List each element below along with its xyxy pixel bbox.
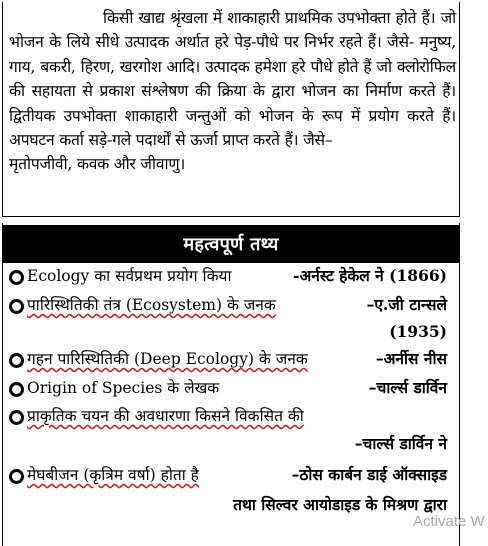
fact-question: गहन पारिस्थितिकी (Deep Ecology) के जनक bbox=[27, 350, 308, 368]
fact-item-4 bbox=[9, 377, 451, 399]
para-line-4: उत्पादक हमेशा हरे पौधे होते हैं जो क्लोरोफिल की सहायता से bbox=[9, 57, 456, 101]
para-line-7: हैं। अपघटन कर्ता सड़े-गले पदार्थों से ऊर्जा प्राप्त करते हैं। जैसे– bbox=[9, 106, 456, 150]
fact-item-3 bbox=[9, 348, 451, 370]
activate-windows-watermark: Activate W bbox=[413, 513, 485, 530]
bullet-icon bbox=[9, 410, 24, 425]
para-line-1: किसी खाद्य श्रृंखला में शाकाहारी प्राथमिक उपभोक्ता bbox=[103, 9, 391, 27]
intro-paragraph bbox=[9, 6, 456, 177]
fact-item-5 bbox=[9, 405, 451, 453]
fact-question: पारिस्थितिकी तंत्र (Ecosystem) के जनक bbox=[27, 296, 276, 314]
fact-answer: –ए.जी टान्सले bbox=[366, 295, 447, 314]
fact-question: Ecology का सर्वप्रथम प्रयोग किया bbox=[27, 267, 232, 285]
fact-answer-year: (1935) bbox=[389, 322, 447, 341]
fact-question: Origin of Species के लेखक bbox=[27, 379, 220, 397]
intro-paragraph-box bbox=[2, 2, 460, 217]
para-line-8: मृतोपजीवी, कवक और जीवाणु। bbox=[9, 155, 186, 174]
fact-item-2 bbox=[9, 294, 451, 342]
fact-question: प्राकृतिक चयन की अवधारणा किसने विकसित की bbox=[27, 407, 304, 425]
facts-title: महत्वपूर्ण तथ्य bbox=[183, 234, 279, 255]
fact-item-6 bbox=[9, 464, 451, 514]
fact-item-1 bbox=[9, 265, 451, 287]
fact-answer: –ठोस कार्बन डाई ऑक्साइड bbox=[291, 465, 447, 484]
bullet-icon bbox=[9, 469, 24, 484]
fact-answer: –चार्ल्स डार्विन ने bbox=[354, 434, 447, 453]
para-line-6: द्वितीयक उपभोक्ता शाकाहारी जन्तुओं को भोजन के रूप में प्रयोग करते bbox=[9, 106, 434, 125]
fact-answer: –अर्नीस नीस bbox=[375, 349, 447, 368]
para-line-3: निर्भर रहते हैं। जैसे- मनुष्य, गाय, बकरी, हिरण, खरगोश आदि। bbox=[9, 33, 456, 76]
para-line-2: होते हैं। जो भोजन के लिये सीधे उत्पादक अर्थात हरे पेड़-पौधे पर bbox=[9, 9, 456, 52]
fact-question: मेघबीजन (कृत्रिम वर्षा) होता है bbox=[27, 466, 199, 484]
fact-answer: –चार्ल्स डार्विन bbox=[368, 378, 447, 397]
bullet-icon bbox=[9, 353, 24, 368]
bullet-icon bbox=[9, 382, 24, 397]
bullet-icon bbox=[9, 299, 24, 314]
fact-answer: -अर्नस्ट हेकेल ने (1866) bbox=[293, 266, 447, 285]
fact-answer-continued: तथा सिल्वर आयोडाइड के मिश्रण द्वारा bbox=[233, 495, 447, 514]
bullet-icon bbox=[9, 270, 24, 285]
para-line-5: प्रकाश संश्लेषण की क्रिया के द्वारा भोजन का निर्माण करते हैं। bbox=[99, 82, 457, 101]
important-facts-box bbox=[2, 223, 460, 546]
facts-header-bar bbox=[3, 225, 459, 263]
